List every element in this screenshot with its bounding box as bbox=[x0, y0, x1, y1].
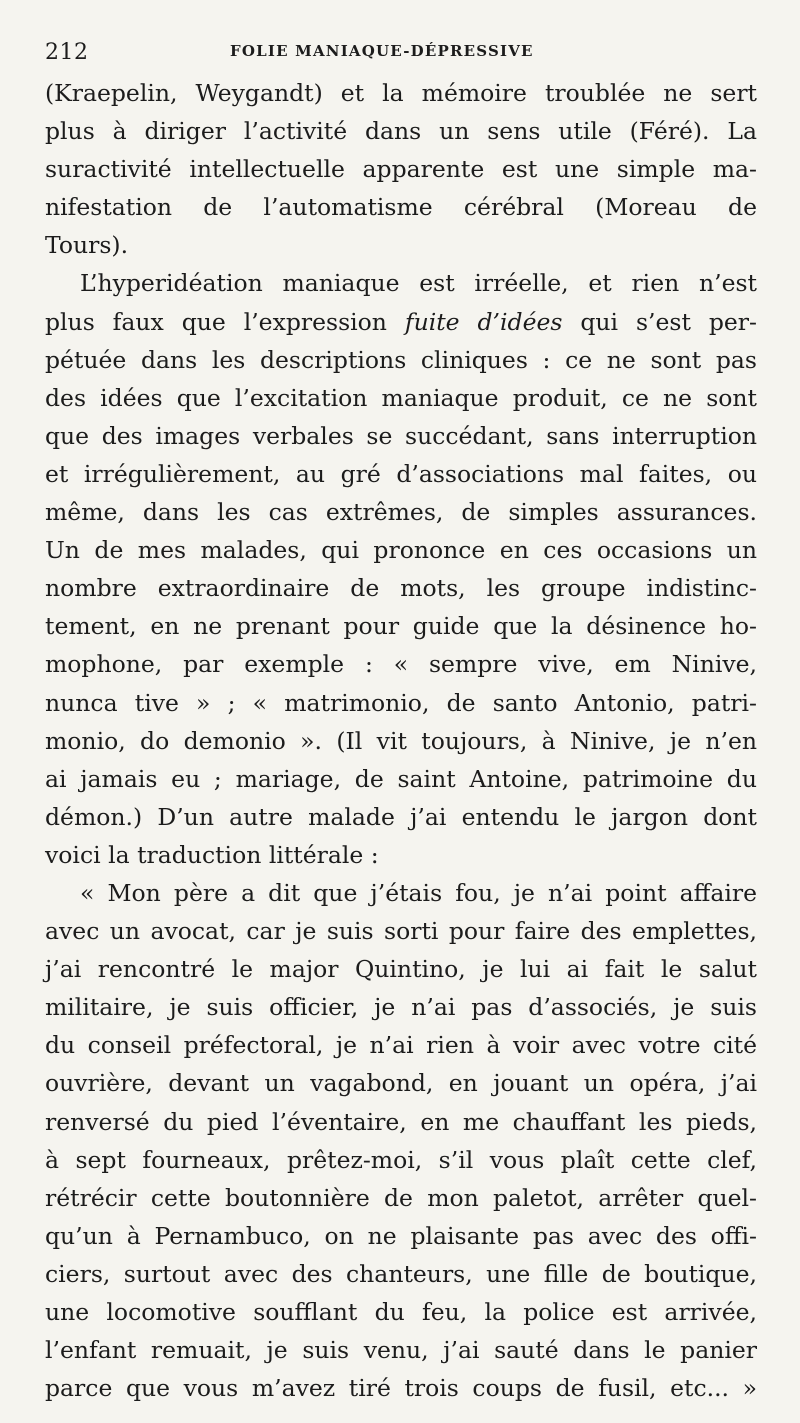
text-line: nombre extraordinaire de mots, les groupe indistinc- bbox=[45, 574, 757, 603]
text-line: « Mon père a dit que j’étais fou, je n’ai point affaire bbox=[80, 878, 757, 907]
text-line: rétrécir cette boutonnière de mon paletot, arrêter quel- bbox=[45, 1183, 757, 1212]
page-body bbox=[45, 74, 757, 1407]
text-line: j’ai rencontré le major Quintino, je lui ai fait le salut bbox=[45, 955, 757, 984]
text-line: voici la traduction littérale : bbox=[45, 840, 379, 869]
text-line: ouvrière, devant un vagabond, en jouant un opéra, j’ai bbox=[45, 1069, 757, 1098]
text-line: suractivité intellectuelle apparente est une simple ma- bbox=[45, 155, 757, 184]
text-line: une locomotive soufflant du feu, la police est arrivée, bbox=[45, 1298, 757, 1326]
text-line: ciers, surtout avec des chanteurs, une fille de boutique, bbox=[45, 1259, 757, 1288]
text-line: avec un avocat, car je suis sorti pour faire des emplettes, bbox=[45, 917, 757, 946]
text-line: monio, do demonio ». (Il vit toujours, à Ninive, je n’en bbox=[45, 726, 757, 755]
text-line: parce que vous m’avez tiré trois coups de fusil, etc... » bbox=[45, 1374, 757, 1403]
running-title: FOLIE MANIAQUE-DÉPRESSIVE bbox=[230, 42, 534, 60]
text-line: du conseil préfectoral, je n’ai rien à voir avec votre cité bbox=[45, 1031, 757, 1060]
text-line: à sept fourneaux, prêtez-moi, s’il vous plaît cette clef, bbox=[45, 1145, 757, 1174]
page-number: 212 bbox=[45, 40, 89, 65]
text-line: Un de mes malades, qui prononce en ces occasions un bbox=[45, 536, 757, 565]
text-line: (Kraepelin, Weygandt) et la mémoire troublée ne sert bbox=[45, 79, 757, 107]
text-line: ai jamais eu ; mariage, de saint Antoine, patrimoine du bbox=[45, 764, 757, 793]
text-segment: plus faux que l’expression bbox=[45, 307, 387, 336]
text-line: que des images verbales se succédant, sans interruption bbox=[45, 421, 757, 450]
text-line: des idées que l’excitation maniaque produit, ce ne sont bbox=[45, 383, 757, 412]
text-line: et irrégulièrement, au gré d’associations mal faites, ou bbox=[45, 459, 757, 488]
text-line: pétuée dans les descriptions cliniques : ce ne sont pas bbox=[45, 345, 757, 374]
text-line: plus à diriger l’activité dans un sens utile (Féré). La bbox=[45, 117, 757, 146]
text-line: Tours). bbox=[45, 231, 129, 260]
text-line: tement, en ne prenant pour guide que la désinence ho- bbox=[45, 612, 757, 641]
text-line: démon.) D’un autre malade j’ai entendu le jargon dont bbox=[45, 802, 757, 831]
text-line: mophone, par exemple : « sempre vive, em Ninive, bbox=[45, 650, 757, 679]
text-line: nunca tive » ; « matrimonio, de santo Antonio, patri- bbox=[45, 688, 757, 717]
text-line: même, dans les cas extrêmes, de simples assurances. bbox=[45, 498, 757, 527]
italic-phrase: fuite d’idées bbox=[404, 307, 563, 336]
text-line-with-emphasis bbox=[45, 303, 757, 341]
text-line: militaire, je suis officier, je n’ai pas d’associés, je suis bbox=[45, 993, 757, 1022]
text-line: renversé du pied l’éventaire, en me chauffant les pieds, bbox=[45, 1107, 757, 1136]
text-line: l’enfant remuait, je suis venu, j’ai sauté dans le panier bbox=[45, 1336, 757, 1365]
text-segment: qui s’est per- bbox=[580, 307, 757, 336]
text-line: nifestation de l’automatisme cérébral (Moreau de bbox=[45, 193, 757, 222]
page-header bbox=[45, 32, 758, 74]
text-line: L’hyperidéation maniaque est irréelle, et rien n’est bbox=[80, 269, 757, 298]
text-line: qu’un à Pernambuco, on ne plaisante pas avec des offi- bbox=[45, 1221, 757, 1250]
